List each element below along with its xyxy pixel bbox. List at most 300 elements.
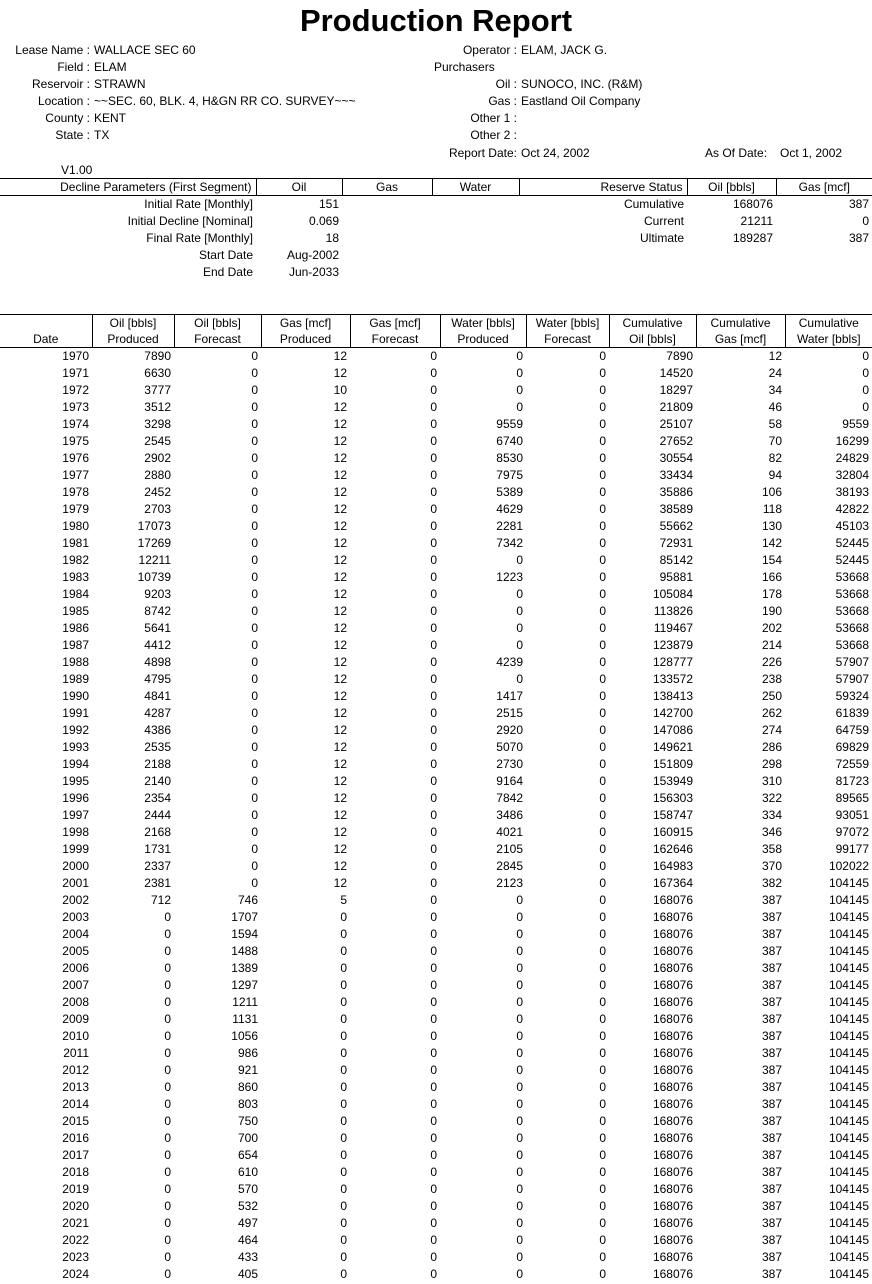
table-cell: 0 — [599, 570, 606, 584]
table-cell: 2013 — [62, 1080, 89, 1094]
table-cell: 12 — [333, 638, 347, 652]
table-cell: 0 — [164, 1233, 171, 1247]
table-cell: 168076 — [652, 961, 693, 975]
table-cell: 0 — [430, 1199, 437, 1213]
decline-cell: Final Rate [Monthly] — [146, 231, 253, 245]
table-cell: 0 — [251, 570, 258, 584]
table-cell: 1972 — [62, 383, 89, 397]
header-line: Produced — [279, 332, 332, 346]
table-cell: 27652 — [659, 434, 693, 448]
table-cell: 0 — [340, 1250, 347, 1264]
table-cell: 104145 — [828, 1097, 869, 1111]
table-cell: 104145 — [828, 1046, 869, 1060]
table-row — [0, 1198, 872, 1215]
table-cell: 4021 — [496, 825, 523, 839]
decline-cell — [432, 196, 519, 214]
table-cell: 102022 — [828, 859, 869, 873]
decline-row — [0, 264, 872, 281]
table-cell: 310 — [761, 774, 782, 788]
table-cell: 0 — [599, 927, 606, 941]
table-cell: 0 — [164, 961, 171, 975]
table-cell: 0 — [251, 383, 258, 397]
table-cell: 168076 — [652, 1114, 693, 1128]
table-cell: 0 — [251, 349, 258, 363]
table-cell: 0 — [164, 910, 171, 924]
table-cell: 104145 — [828, 1216, 869, 1230]
decline-cell — [342, 264, 432, 281]
table-row — [0, 1164, 872, 1181]
table-cell: 2000 — [62, 859, 89, 873]
reservoir-value: STRAWN — [94, 77, 146, 91]
table-cell: 53668 — [835, 570, 869, 584]
table-cell: 0 — [251, 366, 258, 380]
table-cell: 2020 — [62, 1199, 89, 1213]
table-cell: 0 — [516, 1114, 523, 1128]
table-cell: 1992 — [62, 723, 89, 737]
field-value: ELAM — [94, 60, 127, 74]
table-cell: 0 — [599, 774, 606, 788]
table-cell: 2880 — [144, 468, 171, 482]
table-cell: 0 — [430, 1029, 437, 1043]
table-cell: 4386 — [144, 723, 171, 737]
table-cell: 168076 — [652, 927, 693, 941]
table-cell: 298 — [761, 757, 782, 771]
header-line: Forecast — [371, 332, 419, 346]
decline-cell — [342, 230, 432, 247]
table-cell: 387 — [761, 1233, 782, 1247]
table-cell: 142 — [761, 536, 782, 550]
table-cell: 4795 — [144, 672, 171, 686]
table-cell: 104145 — [828, 944, 869, 958]
table-cell: 0 — [251, 723, 258, 737]
table-cell: 0 — [430, 944, 437, 958]
table-row — [0, 467, 872, 484]
table-cell: 0 — [430, 400, 437, 414]
table-cell: 72559 — [835, 757, 869, 771]
header-line: Gas [mcf] — [714, 332, 767, 346]
table-cell: 0 — [251, 859, 258, 873]
table-cell: 1056 — [231, 1029, 258, 1043]
decline-header-cell: Gas — [342, 179, 432, 196]
table-cell: 7342 — [496, 536, 523, 550]
table-cell: 17269 — [137, 536, 171, 550]
table-cell: 0 — [164, 1148, 171, 1162]
table-cell: 1990 — [62, 689, 89, 703]
table-cell: 2535 — [144, 740, 171, 754]
reservoir-label: Reservoir : — [31, 77, 90, 91]
table-row — [0, 416, 872, 433]
table-cell: 168076 — [652, 1029, 693, 1043]
table-cell: 6740 — [496, 434, 523, 448]
table-cell: 0 — [164, 1097, 171, 1111]
table-cell: 8742 — [144, 604, 171, 618]
table-cell: 168076 — [652, 1148, 693, 1162]
table-cell: 10739 — [137, 570, 171, 584]
decline-header-row — [0, 179, 872, 196]
table-cell: 387 — [761, 927, 782, 941]
table-cell: 387 — [761, 1182, 782, 1196]
table-cell: 0 — [599, 502, 606, 516]
table-cell: 18297 — [659, 383, 693, 397]
decline-row — [0, 196, 872, 214]
table-cell: 0 — [340, 1080, 347, 1094]
header-line — [3, 315, 89, 331]
table-cell: 0 — [251, 655, 258, 669]
header-line: Forecast — [194, 332, 241, 346]
table-cell: 0 — [430, 995, 437, 1009]
table-cell: 921 — [237, 1063, 258, 1077]
table-cell: 0 — [599, 893, 606, 907]
table-cell: 158747 — [652, 808, 693, 822]
location-value: ~~SEC. 60, BLK. 4, H&GN RR CO. SURVEY~~~ — [94, 94, 356, 108]
table-cell: 104145 — [828, 910, 869, 924]
table-cell: 7890 — [666, 349, 693, 363]
table-cell: 0 — [516, 1250, 523, 1264]
table-cell: 0 — [862, 366, 869, 380]
table-cell: 0 — [164, 1267, 171, 1281]
table-cell: 12 — [333, 655, 347, 669]
table-cell: 35886 — [659, 485, 693, 499]
table-cell: 12 — [333, 468, 347, 482]
table-cell: 168076 — [652, 1199, 693, 1213]
table-cell: 0 — [164, 1165, 171, 1179]
table-cell: 0 — [164, 1216, 171, 1230]
table-cell: 610 — [237, 1165, 258, 1179]
table-cell: 0 — [340, 1148, 347, 1162]
production-header-row — [0, 315, 872, 348]
table-cell: 168076 — [652, 1233, 693, 1247]
table-cell: 0 — [251, 587, 258, 601]
table-cell: 0 — [516, 1131, 523, 1145]
table-cell: 387 — [761, 1131, 782, 1145]
table-cell: 46 — [768, 400, 782, 414]
report-date-label: Report Date: — [448, 146, 517, 160]
table-cell: 2010 — [62, 1029, 89, 1043]
table-cell: 803 — [237, 1097, 258, 1111]
table-cell: 2281 — [496, 519, 523, 533]
table-cell: 322 — [761, 791, 782, 805]
decline-cell — [342, 213, 432, 230]
other2-label: Other 2 : — [470, 128, 517, 142]
table-cell: 151809 — [652, 757, 693, 771]
table-cell: 95881 — [659, 570, 693, 584]
table-cell: 166 — [761, 570, 782, 584]
table-cell: 93051 — [835, 808, 869, 822]
table-cell: 0 — [164, 944, 171, 958]
decline-row — [0, 247, 872, 264]
table-cell: 497 — [237, 1216, 258, 1230]
table-cell: 570 — [237, 1182, 258, 1196]
table-cell: 1389 — [231, 961, 258, 975]
table-row — [0, 1266, 872, 1283]
table-cell: 9164 — [496, 774, 523, 788]
table-cell: 2337 — [144, 859, 171, 873]
table-cell: 0 — [599, 808, 606, 822]
table-cell: 94 — [768, 468, 782, 482]
report-title: Production Report — [299, 3, 573, 38]
table-cell: 12 — [333, 417, 347, 431]
production-table — [0, 314, 872, 1283]
table-row — [0, 1011, 872, 1028]
table-cell: 104145 — [828, 893, 869, 907]
decline-cell: Start Date — [198, 248, 253, 262]
table-cell: 746 — [237, 893, 258, 907]
table-cell: 0 — [516, 1148, 523, 1162]
table-cell: 38193 — [835, 485, 869, 499]
table-cell: 0 — [164, 1080, 171, 1094]
header-line: Produced — [107, 332, 159, 346]
table-cell: 0 — [516, 978, 523, 992]
table-cell: 105084 — [652, 587, 693, 601]
table-cell: 0 — [251, 638, 258, 652]
table-cell: 1998 — [62, 825, 89, 839]
table-cell: 2354 — [144, 791, 171, 805]
oil-purchaser-value: SUNOCO, INC. (R&M) — [521, 77, 643, 91]
table-cell: 0 — [599, 1250, 606, 1264]
table-cell: 387 — [761, 944, 782, 958]
table-cell: 0 — [599, 536, 606, 550]
table-cell: 387 — [761, 1114, 782, 1128]
table-cell: 0 — [599, 587, 606, 601]
table-cell: 986 — [237, 1046, 258, 1060]
table-cell: 0 — [251, 740, 258, 754]
table-cell: 2014 — [62, 1097, 89, 1111]
table-cell: 12 — [333, 808, 347, 822]
table-cell: 12 — [333, 570, 347, 584]
header-line: Gas [mcf] — [279, 316, 332, 330]
table-cell: 190 — [761, 604, 782, 618]
decline-cell: 387 — [848, 231, 869, 245]
table-cell: 0 — [599, 485, 606, 499]
table-cell: 12 — [333, 451, 347, 465]
table-cell: 0 — [251, 706, 258, 720]
table-cell: 168076 — [652, 893, 693, 907]
table-cell: 0 — [340, 944, 347, 958]
table-cell: 0 — [599, 1097, 606, 1111]
decline-cell: End Date — [202, 265, 253, 279]
table-cell: 24829 — [835, 451, 869, 465]
table-cell: 387 — [761, 978, 782, 992]
table-cell: 17073 — [137, 519, 171, 533]
decline-cell: Initial Decline [Nominal] — [127, 214, 253, 228]
table-row — [0, 909, 872, 926]
table-cell: 164983 — [652, 859, 693, 873]
table-cell: 69829 — [835, 740, 869, 754]
decline-cell: 189287 — [732, 231, 773, 245]
table-cell: 2002 — [62, 893, 89, 907]
table-cell: 21809 — [659, 400, 693, 414]
decline-row — [0, 213, 872, 230]
table-cell: 168076 — [652, 1080, 693, 1094]
table-cell: 1995 — [62, 774, 89, 788]
table-row — [0, 637, 872, 654]
table-cell: 7975 — [496, 468, 523, 482]
table-cell: 0 — [430, 519, 437, 533]
table-cell: 0 — [430, 757, 437, 771]
table-cell: 0 — [430, 1012, 437, 1026]
table-cell: 0 — [251, 808, 258, 822]
table-row — [0, 654, 872, 671]
table-row — [0, 399, 872, 416]
table-cell: 12 — [333, 859, 347, 873]
table-cell: 4841 — [144, 689, 171, 703]
table-cell: 168076 — [652, 995, 693, 1009]
header-line: Forecast — [544, 332, 591, 346]
decline-cell: 0.069 — [308, 214, 339, 228]
table-cell: 0 — [599, 1165, 606, 1179]
table-cell: 0 — [599, 1182, 606, 1196]
table-cell: 0 — [430, 1046, 437, 1060]
table-cell: 0 — [430, 978, 437, 992]
table-cell: 387 — [761, 1097, 782, 1111]
decline-cell — [342, 247, 432, 264]
table-cell: 0 — [599, 1148, 606, 1162]
table-cell: 53668 — [835, 621, 869, 635]
table-cell: 104145 — [828, 1267, 869, 1281]
table-cell: 45103 — [835, 519, 869, 533]
table-cell: 5641 — [144, 621, 171, 635]
table-cell: 0 — [599, 366, 606, 380]
table-row — [0, 892, 872, 909]
table-cell: 0 — [164, 1012, 171, 1026]
table-cell: 0 — [599, 1046, 606, 1060]
table-cell: 167364 — [652, 876, 693, 890]
table-cell: 0 — [516, 366, 523, 380]
decline-header-cell: Gas [mcf] — [776, 179, 872, 196]
table-cell: 8530 — [496, 451, 523, 465]
table-cell: 2188 — [144, 757, 171, 771]
table-cell: 123879 — [652, 638, 693, 652]
table-cell: 12 — [333, 706, 347, 720]
production-header-cell — [609, 315, 696, 348]
table-cell: 0 — [340, 1233, 347, 1247]
table-cell: 2003 — [62, 910, 89, 924]
table-row — [0, 620, 872, 637]
table-row — [0, 841, 872, 858]
table-cell: 0 — [430, 876, 437, 890]
table-cell: 168076 — [652, 1250, 693, 1264]
header-line: Produced — [457, 332, 509, 346]
table-cell: 168076 — [652, 1097, 693, 1111]
table-cell: 0 — [430, 859, 437, 873]
table-cell: 0 — [430, 791, 437, 805]
table-cell: 53668 — [835, 587, 869, 601]
table-cell: 0 — [516, 1097, 523, 1111]
table-cell: 104145 — [828, 1182, 869, 1196]
table-cell: 0 — [430, 1267, 437, 1281]
table-cell: 2123 — [496, 876, 523, 890]
table-cell: 0 — [516, 1029, 523, 1043]
table-cell: 0 — [340, 927, 347, 941]
table-cell: 387 — [761, 1012, 782, 1026]
table-cell: 0 — [430, 842, 437, 856]
table-cell: 1223 — [496, 570, 523, 584]
table-cell: 387 — [761, 1267, 782, 1281]
header-line: Oil [bbls] — [109, 316, 157, 330]
table-cell: 405 — [237, 1267, 258, 1281]
table-cell: 9559 — [496, 417, 523, 431]
table-cell: 104145 — [828, 1131, 869, 1145]
table-cell: 0 — [251, 825, 258, 839]
table-cell: 0 — [516, 621, 523, 635]
table-cell: 147086 — [652, 723, 693, 737]
table-cell: 0 — [599, 825, 606, 839]
table-row — [0, 926, 872, 943]
table-cell: 0 — [599, 672, 606, 686]
table-cell: 2105 — [496, 842, 523, 856]
table-cell: 387 — [761, 961, 782, 975]
table-cell: 1978 — [62, 485, 89, 499]
table-row — [0, 722, 872, 739]
table-row — [0, 348, 872, 366]
table-cell: 168076 — [652, 1012, 693, 1026]
table-cell: 2015 — [62, 1114, 89, 1128]
table-cell: 0 — [251, 604, 258, 618]
decline-parameters-table — [0, 178, 872, 281]
table-cell: 238 — [761, 672, 782, 686]
table-cell: 142700 — [652, 706, 693, 720]
table-cell: 0 — [164, 995, 171, 1009]
table-cell: 0 — [164, 1250, 171, 1264]
table-cell: 0 — [430, 893, 437, 907]
table-cell: 2007 — [62, 978, 89, 992]
table-row — [0, 1215, 872, 1232]
table-cell: 0 — [430, 910, 437, 924]
table-cell: 1975 — [62, 434, 89, 448]
table-cell: 72931 — [659, 536, 693, 550]
table-cell: 3486 — [496, 808, 523, 822]
table-cell: 33434 — [659, 468, 693, 482]
table-cell: 12 — [333, 553, 347, 567]
decline-cell: Initial Rate [Monthly] — [144, 197, 253, 211]
table-cell: 52445 — [835, 553, 869, 567]
table-cell: 0 — [599, 349, 606, 363]
table-cell: 12211 — [138, 553, 171, 567]
state-label: State : — [55, 128, 90, 142]
table-cell: 387 — [761, 1250, 782, 1264]
table-cell: 9559 — [842, 417, 869, 431]
table-cell: 12 — [333, 791, 347, 805]
table-cell: 30554 — [659, 451, 693, 465]
production-header-cell — [526, 315, 609, 348]
decline-cell: Current — [643, 214, 684, 228]
table-row — [0, 1062, 872, 1079]
table-cell: 0 — [599, 1216, 606, 1230]
table-cell: 0 — [599, 451, 606, 465]
table-cell: 0 — [251, 621, 258, 635]
table-cell: 5389 — [496, 485, 523, 499]
production-header-cell — [785, 315, 872, 348]
decline-header-cell: Reserve Status — [519, 179, 687, 196]
table-row — [0, 824, 872, 841]
table-cell: 0 — [430, 689, 437, 703]
other1-label: Other 1 : — [470, 111, 517, 125]
table-cell: 0 — [251, 519, 258, 533]
table-cell: 97072 — [835, 825, 869, 839]
table-cell: 0 — [430, 1233, 437, 1247]
table-cell: 0 — [516, 1199, 523, 1213]
table-cell: 138413 — [652, 689, 693, 703]
table-cell: 24 — [768, 366, 782, 380]
table-cell: 2545 — [144, 434, 171, 448]
table-cell: 1131 — [232, 1012, 258, 1026]
header-line: Water [bbls] — [796, 332, 861, 346]
oil-purchaser-label: Oil : — [495, 77, 517, 91]
table-cell: 12 — [333, 825, 347, 839]
table-row — [0, 1028, 872, 1045]
table-cell: 0 — [599, 995, 606, 1009]
table-cell: 4239 — [496, 655, 523, 669]
